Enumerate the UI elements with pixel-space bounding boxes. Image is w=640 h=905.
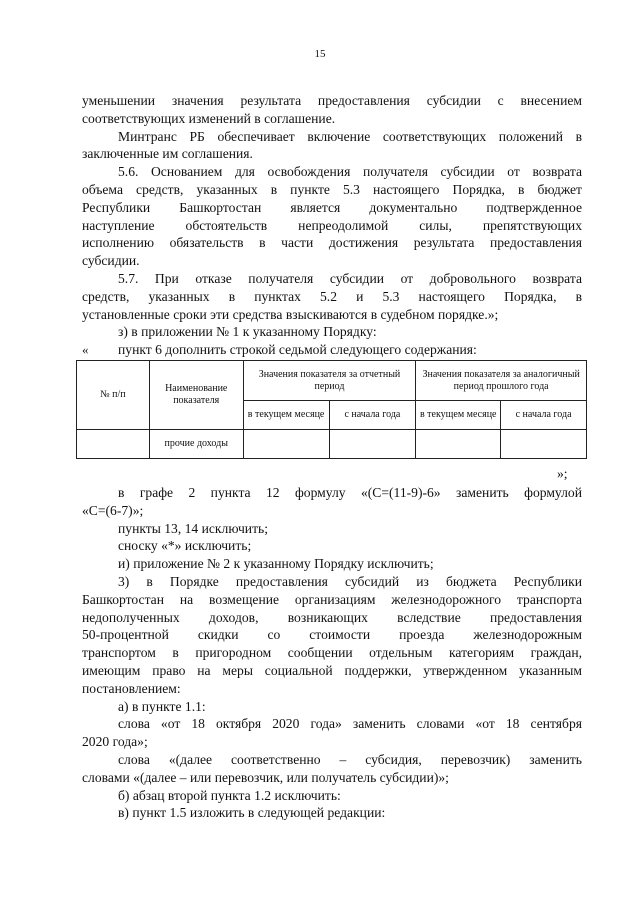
text-line: пункты 13, 14 исключить; <box>118 520 268 536</box>
text-line: в графе 2 пункта 12 формулу «(С=(11-9)-6» заменить формулой <box>118 485 582 500</box>
cell-previous-year <box>501 430 587 459</box>
text-line: 5.6. Основанием для освобождения получателя субсидии от возврата <box>118 164 582 180</box>
table-row <box>77 430 587 459</box>
text-line: а) в пункте 1.1: <box>118 698 206 714</box>
text-block-bottom <box>82 484 582 822</box>
text-line: в) пункт 1.5 изложить в следующей редакции: <box>118 805 386 821</box>
text-line: 5.7. При отказе получателя субсидии от добровольного возврата <box>118 270 582 286</box>
text-line: недополученных доходов, возникающих вследствие предоставления <box>82 609 582 625</box>
sub-current-month: в текущем месяце <box>243 401 329 430</box>
text-line: б) абзац второй пункта 1.2 исключить: <box>118 787 341 803</box>
sub-previous-year: с начала года <box>501 401 587 430</box>
text-line: «С=(6-7)»; <box>82 502 144 518</box>
text-line: Республики Башкортостан является документально подтвержденное <box>82 199 582 215</box>
cell-name: прочие доходы <box>149 430 243 459</box>
table-header-row <box>77 361 587 401</box>
quote-open: « <box>82 342 89 357</box>
text-line: и) приложение № 2 к указанному Порядку исключить; <box>118 556 434 572</box>
col-group-current: Значения показателя за отчетный период <box>243 361 416 401</box>
quote-close: »; <box>557 466 568 481</box>
text-line: заключенные им соглашения. <box>82 146 253 162</box>
sub-current-year: с начала года <box>329 401 416 430</box>
text-line: постановлением: <box>82 680 181 696</box>
cell-number <box>77 430 150 459</box>
text-line: 2020 года»; <box>82 734 148 750</box>
text-line: слова «от 18 октября 2020 года» заменить словами «от 18 сентября <box>118 716 582 732</box>
sub-previous-month: в текущем месяце <box>416 401 501 430</box>
text-line: 3) в Порядке предоставления субсидий из бюджета Республики <box>118 573 582 589</box>
text-line: Минтранс РБ обеспечивает включение соответствующих положений в <box>118 128 582 144</box>
text-line: установленные сроки эти средства взыскиваются в судебном порядке.»; <box>82 306 499 322</box>
col-group-previous: Значения показателя за аналогичный период прошлого года <box>416 361 587 401</box>
text-line: словами «(далее – или перевозчик, или получатель субсидии)»; <box>82 769 449 785</box>
col-number-header: № п/п <box>77 361 150 430</box>
page-number: 15 <box>314 48 326 60</box>
text-line: субсидии. <box>82 253 140 269</box>
text-line: слова «(далее соответственно – субсидия, перевозчик) заменить <box>118 751 582 767</box>
col-name-header: Наименование показателя <box>149 361 243 430</box>
cell-current-year <box>329 430 416 459</box>
text-block-top <box>82 92 582 359</box>
text-line: исполнению обязательств в части достижения результата предоставления <box>82 235 582 251</box>
cell-previous-month <box>416 430 501 459</box>
text-line: средств, указанных в пунктах 5.2 и 5.3 настоящего Порядка, в <box>82 288 582 304</box>
text-line: з) в приложении № 1 к указанному Порядку: <box>118 324 377 340</box>
text-line: транспортом в пригородном сообщении отдельным категориям граждан, <box>82 645 582 661</box>
text-line: наступление обстоятельств непреодолимой силы, препятствующих <box>82 217 582 233</box>
text-line: уменьшении значения результата предоставления субсидии с внесением <box>82 93 582 108</box>
indicator-table <box>76 360 587 459</box>
text-line: Башкортостан на возмещение организациям железнодорожного транспорта <box>82 591 582 607</box>
text-line: объема средств, указанных в пункте 5.3 настоящего Порядка, в бюджет <box>82 181 582 197</box>
text-line: 50-процентной скидки со стоимости проезда железнодорожным <box>82 627 582 643</box>
text-line: сноску «*» исключить; <box>118 538 252 554</box>
text-line: соответствующих изменений в соглашение. <box>82 110 336 126</box>
cell-current-month <box>243 430 329 459</box>
text-line: имеющим право на меры социальной поддержки, утвержденном указанным <box>82 662 582 678</box>
text-line: пункт 6 дополнить строкой седьмой следующего содержания: <box>118 342 477 358</box>
